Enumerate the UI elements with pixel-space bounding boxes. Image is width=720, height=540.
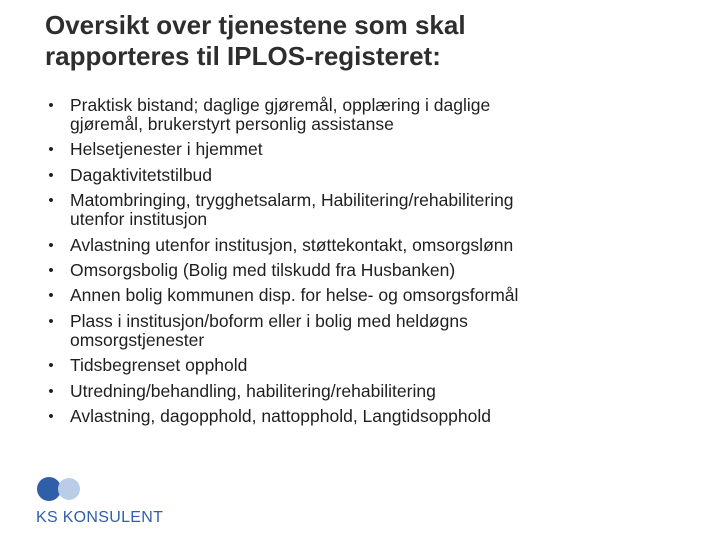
bullet-dot: • <box>48 312 54 330</box>
bullet-dot: • <box>48 287 54 305</box>
bullet-text-line: Utredning/behandling, habilitering/rehabilitering <box>70 380 436 401</box>
bullet-item <box>44 407 694 426</box>
bullet-item <box>44 382 694 401</box>
bullet-item <box>44 356 694 375</box>
logo-wordmark: KS KONSULENT <box>36 509 164 526</box>
ks-konsulent-logo <box>36 474 166 530</box>
logo-mark-icon <box>36 474 116 508</box>
slide-title <box>45 10 685 72</box>
bullet-item <box>44 312 694 350</box>
logo-light-circle <box>58 478 80 500</box>
bullet-text-line: Avlastning utenfor institusjon, støttekontakt, omsorgslønn <box>70 234 514 255</box>
bullet-dot: • <box>48 382 54 400</box>
bullet-text-line: Plass i institusjon/boform eller i bolig med heldøgns <box>70 310 468 331</box>
bullet-text-line: Omsorgsbolig (Bolig med tilskudd fra Husbanken) <box>70 259 456 280</box>
bullet-dot: • <box>48 407 54 425</box>
bullet-text-line: Avlastning, dagopphold, nattopphold, Langtidsopphold <box>70 405 491 426</box>
bullet-text-line: Praktisk bistand; daglige gjøremål, opplæring i daglige <box>70 95 491 115</box>
bullet-dot: • <box>48 192 54 210</box>
bullet-item <box>44 236 694 255</box>
bullet-dot: • <box>48 357 54 375</box>
bullet-text-line: Matombringing, trygghetsalarm, Habilitering/rehabilitering <box>70 190 514 211</box>
bullet-dot: • <box>48 166 54 184</box>
bullet-text-line: Dagaktivitetstilbud <box>70 164 213 185</box>
bullet-item <box>44 286 694 305</box>
bullet-text-line: Helsetjenester i hjemmet <box>70 139 263 160</box>
bullet-text-line: omsorgstjenester <box>70 329 205 350</box>
bullet-dot: • <box>48 141 54 159</box>
bullet-dot: • <box>48 97 54 114</box>
bullet-text-line: utenfor institusjon <box>70 209 208 230</box>
bullet-item <box>44 191 694 229</box>
logo-dark-circle <box>37 477 61 501</box>
slide-title-line-2: rapporteres til IPLOS-registeret: <box>45 41 441 71</box>
bullet-item <box>44 140 694 159</box>
bullet-dot: • <box>48 261 54 279</box>
slide-title-line-1: Oversikt over tjenestene som skal <box>45 10 466 40</box>
bullet-item <box>44 96 694 134</box>
bullet-item <box>44 166 694 185</box>
bullet-dot: • <box>48 236 54 254</box>
bullet-item <box>44 261 694 280</box>
bullet-text-line: gjøremål, brukerstyrt personlig assistanse <box>70 114 394 134</box>
bullet-text-line: Annen bolig kommunen disp. for helse- og omsorgsformål <box>70 285 519 306</box>
bullet-list <box>44 96 694 432</box>
bullet-text-line: Tidsbegrenset opphold <box>70 355 248 376</box>
